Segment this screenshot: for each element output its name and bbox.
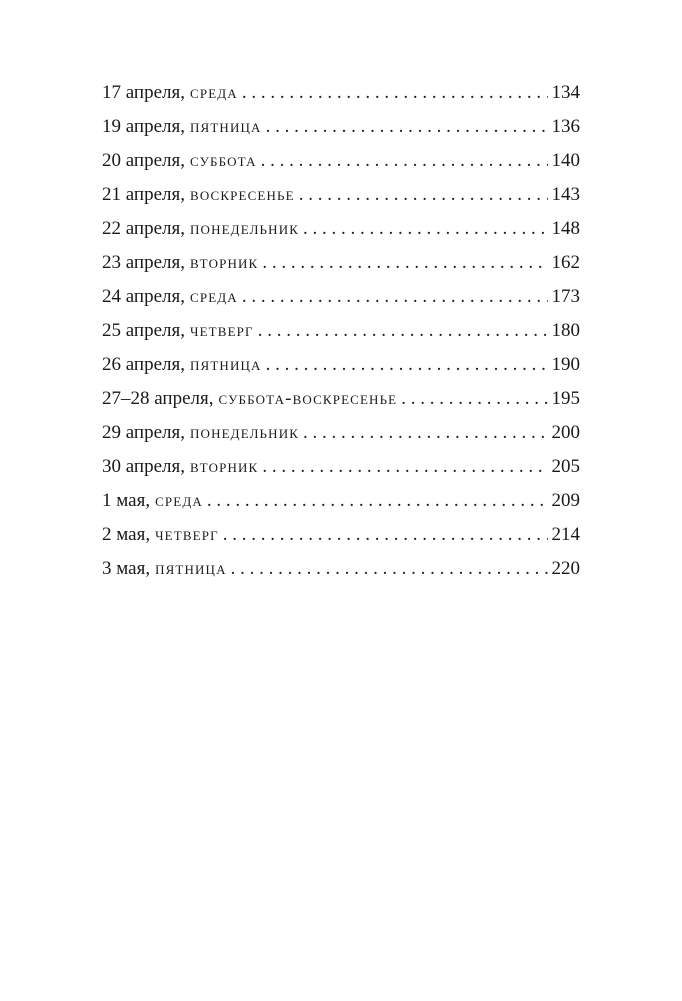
entry-page-number: 173 (551, 286, 580, 307)
entry-date: 24 апреля, (102, 286, 186, 307)
dot-leader (207, 484, 548, 518)
dot-leader (266, 110, 548, 144)
dot-leader (242, 76, 548, 110)
entry-page-number: 220 (551, 558, 580, 579)
entry-page-number: 143 (551, 184, 580, 205)
entry-date: 26 апреля, (102, 354, 186, 375)
entry-date: 19 апреля, (102, 116, 186, 137)
toc-entry (102, 518, 580, 552)
entry-weekday: суббота-воскресенье (218, 388, 398, 409)
entry-weekday: суббота (190, 150, 257, 171)
dot-leader (303, 416, 547, 450)
entry-page-number: 148 (551, 218, 580, 239)
entry-date: 23 апреля, (102, 252, 186, 273)
toc-entry (102, 76, 580, 110)
entry-page-number: 140 (551, 150, 580, 171)
entry-date: 20 апреля, (102, 150, 186, 171)
entry-date: 21 апреля, (102, 184, 186, 205)
toc-entry (102, 246, 580, 280)
entry-weekday: четверг (190, 320, 254, 341)
entry-page-number: 162 (551, 252, 580, 273)
entry-page-number: 209 (551, 490, 580, 511)
dot-leader (266, 348, 548, 382)
entry-date: 3 мая, (102, 558, 151, 579)
entry-page-number: 180 (551, 320, 580, 341)
dot-leader (261, 144, 548, 178)
toc-entry (102, 280, 580, 314)
entry-weekday: четверг (155, 524, 219, 545)
toc-entry (102, 382, 580, 416)
entry-date: 30 апреля, (102, 456, 186, 477)
entry-weekday: среда (190, 286, 238, 307)
dot-leader (303, 212, 547, 246)
entry-page-number: 134 (551, 82, 580, 103)
toc-entry (102, 212, 580, 246)
entry-date: 1 мая, (102, 490, 151, 511)
entry-page-number: 205 (551, 456, 580, 477)
entry-page-number: 195 (551, 388, 580, 409)
toc-entry (102, 110, 580, 144)
dot-leader (242, 280, 548, 314)
dot-leader (401, 382, 547, 416)
toc-entry (102, 552, 580, 586)
entry-page-number: 190 (551, 354, 580, 375)
toc-entry (102, 178, 580, 212)
dot-leader (262, 246, 547, 280)
toc-entry (102, 450, 580, 484)
entry-weekday: пятница (190, 116, 262, 137)
toc-entry (102, 416, 580, 450)
toc-entry (102, 314, 580, 348)
toc-entry (102, 484, 580, 518)
entry-weekday: среда (190, 82, 238, 103)
dot-leader (231, 552, 548, 586)
entry-weekday: пятница (155, 558, 227, 579)
entry-weekday: среда (155, 490, 203, 511)
toc-entry (102, 144, 580, 178)
entry-page-number: 214 (551, 524, 580, 545)
entry-weekday: вторник (190, 252, 259, 273)
entry-date: 2 мая, (102, 524, 151, 545)
dot-leader (262, 450, 547, 484)
entry-date: 25 апреля, (102, 320, 186, 341)
entry-date: 29 апреля, (102, 422, 186, 443)
entry-page-number: 136 (551, 116, 580, 137)
entry-date: 22 апреля, (102, 218, 186, 239)
dot-leader (258, 314, 548, 348)
entry-weekday: воскресенье (190, 184, 295, 205)
table-of-contents (102, 76, 580, 586)
entry-weekday: понедельник (190, 218, 300, 239)
entry-weekday: пятница (190, 354, 262, 375)
entry-date: 17 апреля, (102, 82, 186, 103)
entry-weekday: понедельник (190, 422, 300, 443)
dot-leader (299, 178, 548, 212)
entry-date: 27–28 апреля, (102, 388, 214, 409)
dot-leader (223, 518, 548, 552)
entry-page-number: 200 (551, 422, 580, 443)
toc-entry (102, 348, 580, 382)
entry-weekday: вторник (190, 456, 259, 477)
